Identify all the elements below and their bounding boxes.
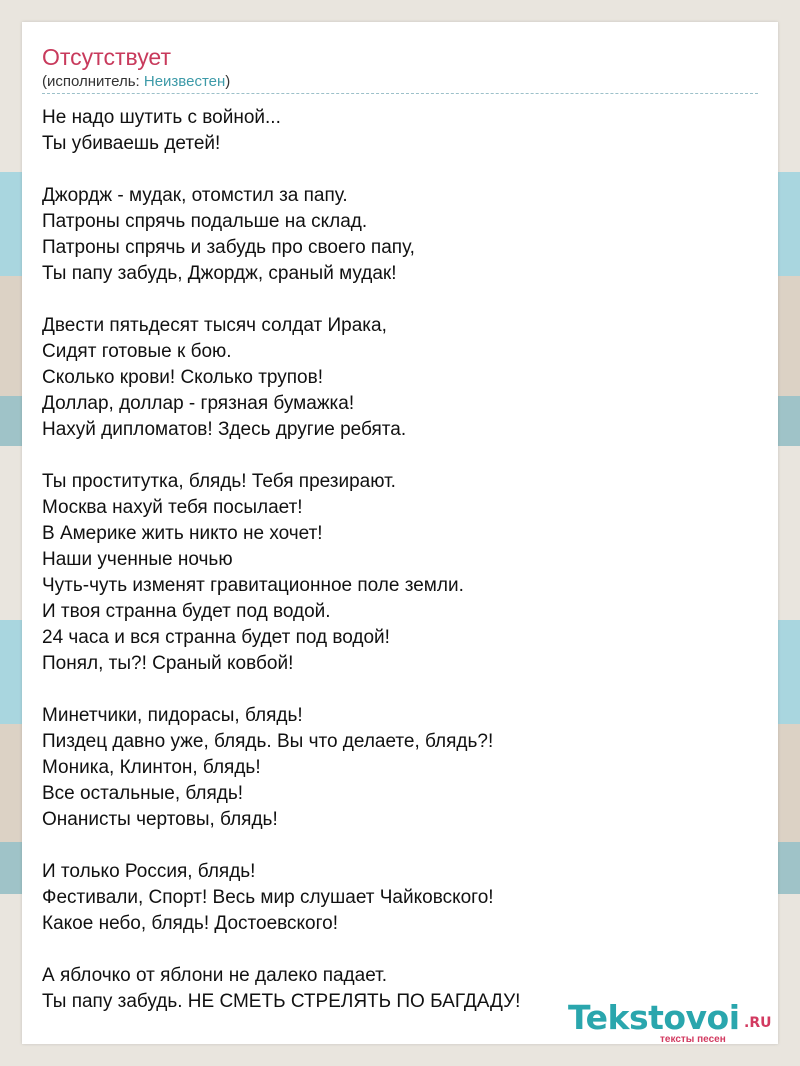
lyric-line: Ты убиваешь детей! xyxy=(42,133,221,154)
lyric-line: Пиздец давно уже, блядь. Вы что делаете, блядь?! xyxy=(42,731,494,752)
lyric-line: Патроны спрячь и забудь про своего папу, xyxy=(42,237,415,258)
artist-prefix: (исполнитель: xyxy=(42,73,144,90)
lyric-line: Ты проститутка, блядь! Тебя презирают. xyxy=(42,471,396,492)
lyric-line: Двести пятьдесят тысяч солдат Ирака, xyxy=(42,315,387,336)
lyric-line: Чуть-чуть изменят гравитационное поле земли. xyxy=(42,575,464,596)
lyric-line: Сколько крови! Сколько трупов! xyxy=(42,367,324,388)
lyric-line: Ты папу забудь, Джордж, сраный мудак! xyxy=(42,263,397,284)
lyrics-body xyxy=(42,105,758,1015)
lyric-line: Онанисты чертовы, блядь! xyxy=(42,809,278,830)
lyric-line: Ты папу забудь. НЕ СМЕТЬ СТРЕЛЯТЬ ПО БАГДАДУ! xyxy=(42,991,521,1012)
lyric-line: Все остальные, блядь! xyxy=(42,783,244,804)
logo-tld: .RU xyxy=(744,1015,772,1031)
lyric-line: Какое небо, блядь! Достоевского! xyxy=(42,913,338,934)
lyric-line: Доллар, доллар - грязная бумажка! xyxy=(42,393,355,414)
lyric-line: Москва нахуй тебя посылает! xyxy=(42,497,303,518)
lyric-line: Понял, ты?! Сраный ковбой! xyxy=(42,653,294,674)
lyric-line: Не надо шутить с войной... xyxy=(42,107,281,128)
lyric-line: И только Россия, блядь! xyxy=(42,861,256,882)
artist-suffix: ) xyxy=(225,73,231,90)
artist-link[interactable]: Неизвестен xyxy=(143,73,226,90)
logo-wordmark: Tekstovoi xyxy=(568,998,740,1037)
lyric-line: Фестивали, Спорт! Весь мир слушает Чайковского! xyxy=(42,887,494,908)
stanza-gap xyxy=(42,443,758,469)
stanza-gap xyxy=(42,937,758,963)
stanza-gap xyxy=(42,157,758,183)
lyric-line: Нахуй дипломатов! Здесь другие ребята. xyxy=(42,419,407,440)
lyric-line: Наши ученные ночью xyxy=(42,549,233,570)
artist-line xyxy=(42,73,230,91)
lyric-line: Минетчики, пидорасы, блядь! xyxy=(42,705,303,726)
divider xyxy=(42,93,758,94)
logo-tagline: тексты песен xyxy=(660,1034,726,1045)
stanza-gap xyxy=(42,287,758,313)
lyric-line: В Америке жить никто не хочет! xyxy=(42,523,323,544)
lyrics-card xyxy=(22,22,778,1044)
lyric-line: Патроны спрячь подальше на склад. xyxy=(42,211,368,232)
stanza-gap xyxy=(42,833,758,859)
lyric-line: Сидят готовые к бою. xyxy=(42,341,232,362)
lyric-line: Моника, Клинтон, блядь! xyxy=(42,757,261,778)
site-logo[interactable] xyxy=(568,999,778,1045)
lyric-line: Джордж - мудак, отомстил за папу. xyxy=(42,185,348,206)
stanza-gap xyxy=(42,677,758,703)
lyric-line: И твоя странна будет под водой. xyxy=(42,601,331,622)
lyric-line: 24 часа и вся странна будет под водой! xyxy=(42,627,390,648)
song-title: Отсутствует xyxy=(42,44,171,70)
lyric-line: А яблочко от яблони не далеко падает. xyxy=(42,965,388,986)
